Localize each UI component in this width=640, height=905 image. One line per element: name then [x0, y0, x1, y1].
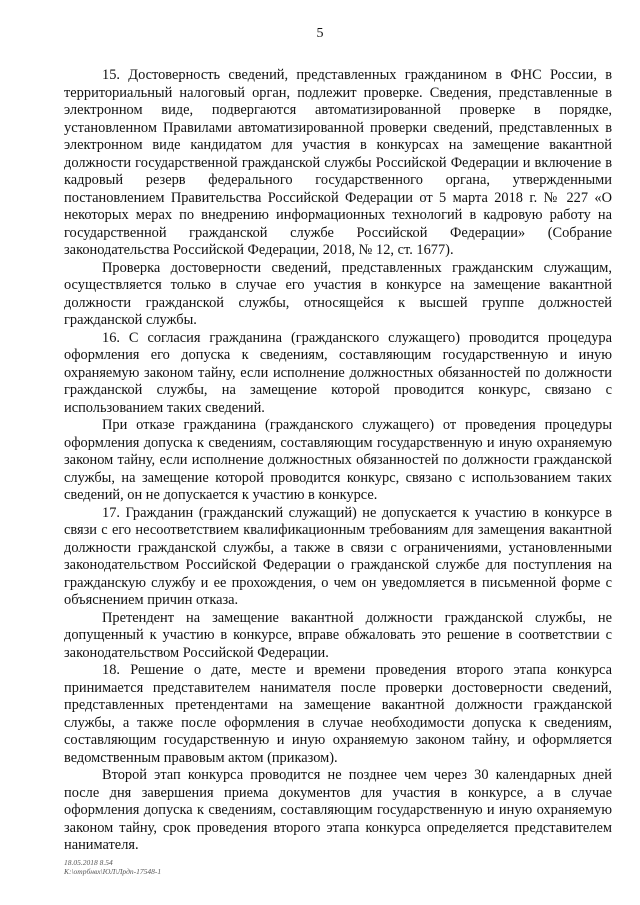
paragraph-17: 17. Гражданин (гражданский служащий) не допускается к участию в конкурсе в связи с его несоответствием квалификационным требованиям для замещения вакантной должности гражданской службы, а также в связи с ограничениями, установленными законодательством Российской Федерации о гражданской службе для поступления на гражданскую службу и ее прохождения, о чем он уведомляется в письменной форме с объяснением причин отказа. — [64, 504, 612, 608]
file-stamp-footer — [64, 858, 161, 876]
page-number: 5 — [316, 26, 324, 41]
paragraph-18-second-stage: Второй этап конкурса проводится не позднее чем через 30 календарных дней после дня завершения приема документов для участия в конкурсе, а в случае оформления допуска к сведениям, составляющим государственную и иную охраняемую законом тайну, срок проведения второго этапа конкурса определяется представителем нанимателя. — [64, 767, 612, 853]
document-body — [64, 67, 612, 855]
footer-file-path: К:\отрбнвх\ЮЛ\Лрдп-17548-1 — [64, 867, 162, 876]
paragraph-15: 15. Достоверность сведений, представленных гражданином в ФНС России, в территориальный налоговый орган, подлежит проверке. Сведения, представленные в электронном виде, подвергаются автоматизированной проверке в порядке, установленном Правилами автоматизированной проверки сведений, представленных в электронном виде кандидатом для участия в конкурсах на замещение вакантной должности государственной гражданской службы Российской Федерации и включение в кадровый резерв федерального государственного органа, утвержденными постановлением Правительства Российской Федерации от 5 марта 2018 г. № 227 «О некоторых мерах по внедрению информационных технологий в кадровую работу на государственной гражданской службе Российской Федерации» (Собрание законодательства Российской Федерации, 2018, № 12, ст. 1677). — [64, 67, 612, 258]
paragraph-16-refusal: При отказе гражданина (гражданского служащего) от проведения процедуры оформления допуска к сведениям, составляющим государственную и иную охраняемую законом тайну, если исполнение должностных обязанностей по должности гражданской службы, на замещение которой проводится конкурс, связано с использованием таких сведений, он не допускается к участию в конкурсе. — [64, 417, 612, 503]
paragraph-15-verification: Проверка достоверности сведений, представленных гражданским служащим, осуществляется только в случае его участия в конкурсе на замещение вакантной должности гражданской службы, относящейся к высшей группе должностей гражданской службы. — [64, 259, 612, 328]
footer-datetime: 18.05.2018 8.54 — [64, 858, 113, 867]
paragraph-17-appeal: Претендент на замещение вакантной должности гражданской службы, не допущенный к участию в конкурсе, вправе обжаловать это решение в соответствии с законодательством Российской Федерации. — [64, 609, 612, 661]
paragraph-18: 18. Решение о дате, месте и времени проведения второго этапа конкурса принимается представителем нанимателя после проверки достоверности сведений, представленных претендентами на замещение вакантной должности гражданской службы, а также после оформления в случае необходимости допуска к сведениям, составляющим государственную и иную охраняемую законом тайну, и оформляется ведомственным правовым актом (приказом). — [64, 662, 612, 766]
paragraph-16: 16. С согласия гражданина (гражданского служащего) проводится процедура оформления его допуска к сведениям, составляющим государственную и иную охраняемую законом тайну, если исполнение должностных обязанностей по должности гражданской службы, на замещение которой проводится конкурс, связано с использованием таких сведений. — [64, 329, 612, 416]
